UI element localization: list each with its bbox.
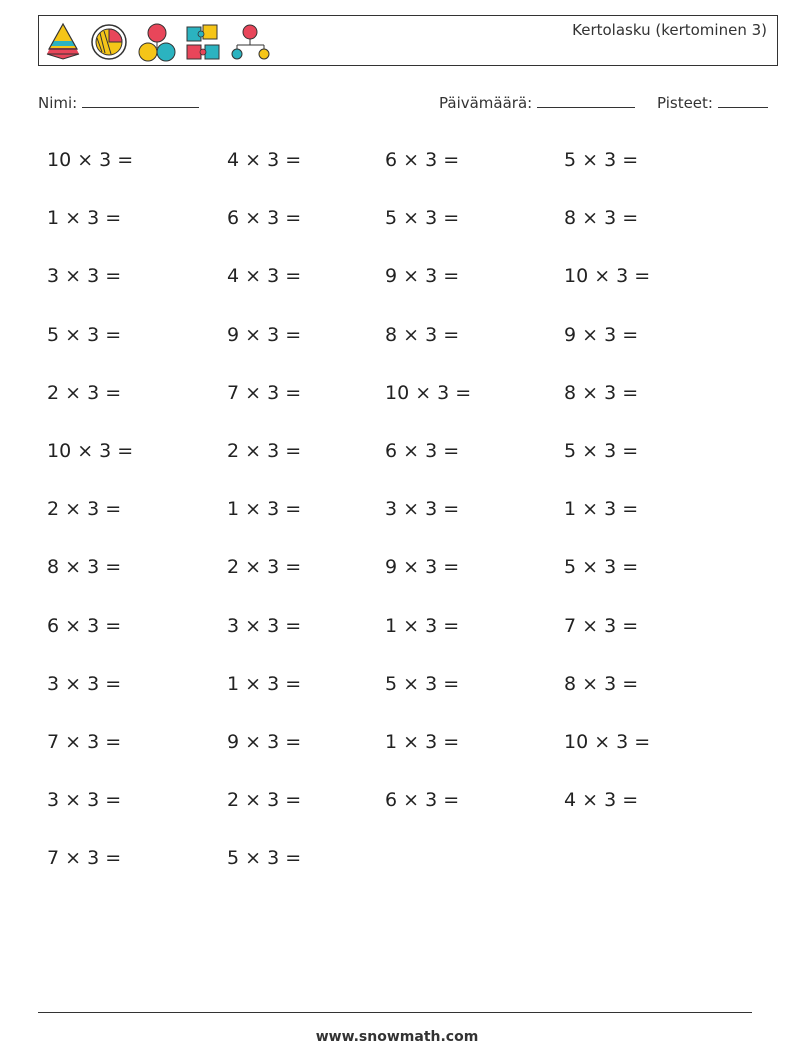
problem-item: 4 × 3 = bbox=[564, 789, 639, 811]
problem-item: 6 × 3 = bbox=[385, 440, 460, 462]
problem-item: 5 × 3 = bbox=[564, 440, 639, 462]
number-bubbles-icon bbox=[139, 24, 175, 61]
header-box bbox=[38, 15, 778, 66]
problem-item: 4 × 3 = bbox=[227, 265, 302, 287]
footer-url: www.snowmath.com bbox=[315, 1029, 479, 1045]
problem-item: 9 × 3 = bbox=[227, 731, 302, 753]
problem-item: 6 × 3 = bbox=[385, 149, 460, 171]
problem-item: 4 × 3 = bbox=[227, 149, 302, 171]
score-label: Pisteet: bbox=[657, 94, 713, 112]
problem-item: 2 × 3 = bbox=[227, 440, 302, 462]
worksheet-title: Kertolasku (kertominen 3) bbox=[572, 21, 767, 39]
pyramid-icon bbox=[47, 24, 79, 59]
problem-item: 6 × 3 = bbox=[47, 615, 122, 637]
problem-item: 6 × 3 = bbox=[227, 207, 302, 229]
problem-item: 8 × 3 = bbox=[47, 556, 122, 578]
problem-item: 10 × 3 = bbox=[385, 382, 472, 404]
tree-diagram-icon bbox=[232, 25, 269, 59]
problem-item: 2 × 3 = bbox=[227, 789, 302, 811]
problem-item: 9 × 3 = bbox=[385, 265, 460, 287]
problem-item: 5 × 3 = bbox=[564, 149, 639, 171]
problem-item: 10 × 3 = bbox=[564, 731, 651, 753]
problem-item: 10 × 3 = bbox=[47, 440, 134, 462]
problem-item: 2 × 3 = bbox=[47, 498, 122, 520]
date-label: Päivämäärä: bbox=[439, 94, 533, 112]
problem-item: 3 × 3 = bbox=[47, 673, 122, 695]
problem-item: 3 × 3 = bbox=[385, 498, 460, 520]
problem-item: 8 × 3 = bbox=[564, 207, 639, 229]
problem-item: 9 × 3 = bbox=[564, 324, 639, 346]
logo-strip bbox=[45, 21, 275, 63]
problem-item: 3 × 3 = bbox=[47, 789, 122, 811]
score-field bbox=[657, 93, 768, 112]
name-blank[interactable] bbox=[82, 93, 199, 108]
puzzle-icon bbox=[187, 25, 219, 59]
name-label: Nimi: bbox=[38, 94, 78, 112]
date-field bbox=[439, 93, 635, 112]
problem-item: 1 × 3 = bbox=[385, 615, 460, 637]
problem-item: 10 × 3 = bbox=[47, 149, 134, 171]
problem-item: 1 × 3 = bbox=[47, 207, 122, 229]
name-field bbox=[38, 93, 199, 112]
problem-item: 3 × 3 = bbox=[47, 265, 122, 287]
problem-item: 7 × 3 = bbox=[564, 615, 639, 637]
pie-chart-icon bbox=[92, 25, 126, 59]
problem-item: 7 × 3 = bbox=[47, 731, 122, 753]
problem-item: 5 × 3 = bbox=[385, 673, 460, 695]
problem-item: 1 × 3 = bbox=[385, 731, 460, 753]
problem-item: 5 × 3 = bbox=[564, 556, 639, 578]
problem-item: 7 × 3 = bbox=[47, 847, 122, 869]
problem-item: 7 × 3 = bbox=[227, 382, 302, 404]
problem-item: 1 × 3 = bbox=[227, 498, 302, 520]
footer-divider bbox=[38, 1012, 752, 1013]
problem-item: 5 × 3 = bbox=[385, 207, 460, 229]
problem-item: 5 × 3 = bbox=[227, 847, 302, 869]
problem-item: 6 × 3 = bbox=[385, 789, 460, 811]
problem-item: 1 × 3 = bbox=[227, 673, 302, 695]
date-blank[interactable] bbox=[537, 93, 635, 108]
problem-item: 9 × 3 = bbox=[385, 556, 460, 578]
problem-item: 5 × 3 = bbox=[47, 324, 122, 346]
score-blank[interactable] bbox=[718, 93, 768, 108]
problem-item: 3 × 3 = bbox=[227, 615, 302, 637]
problem-item: 10 × 3 = bbox=[564, 265, 651, 287]
problem-item: 2 × 3 = bbox=[227, 556, 302, 578]
problem-item: 8 × 3 = bbox=[564, 673, 639, 695]
problem-item: 2 × 3 = bbox=[47, 382, 122, 404]
problem-item: 1 × 3 = bbox=[564, 498, 639, 520]
problem-item: 9 × 3 = bbox=[227, 324, 302, 346]
problem-item: 8 × 3 = bbox=[385, 324, 460, 346]
problem-item: 8 × 3 = bbox=[564, 382, 639, 404]
